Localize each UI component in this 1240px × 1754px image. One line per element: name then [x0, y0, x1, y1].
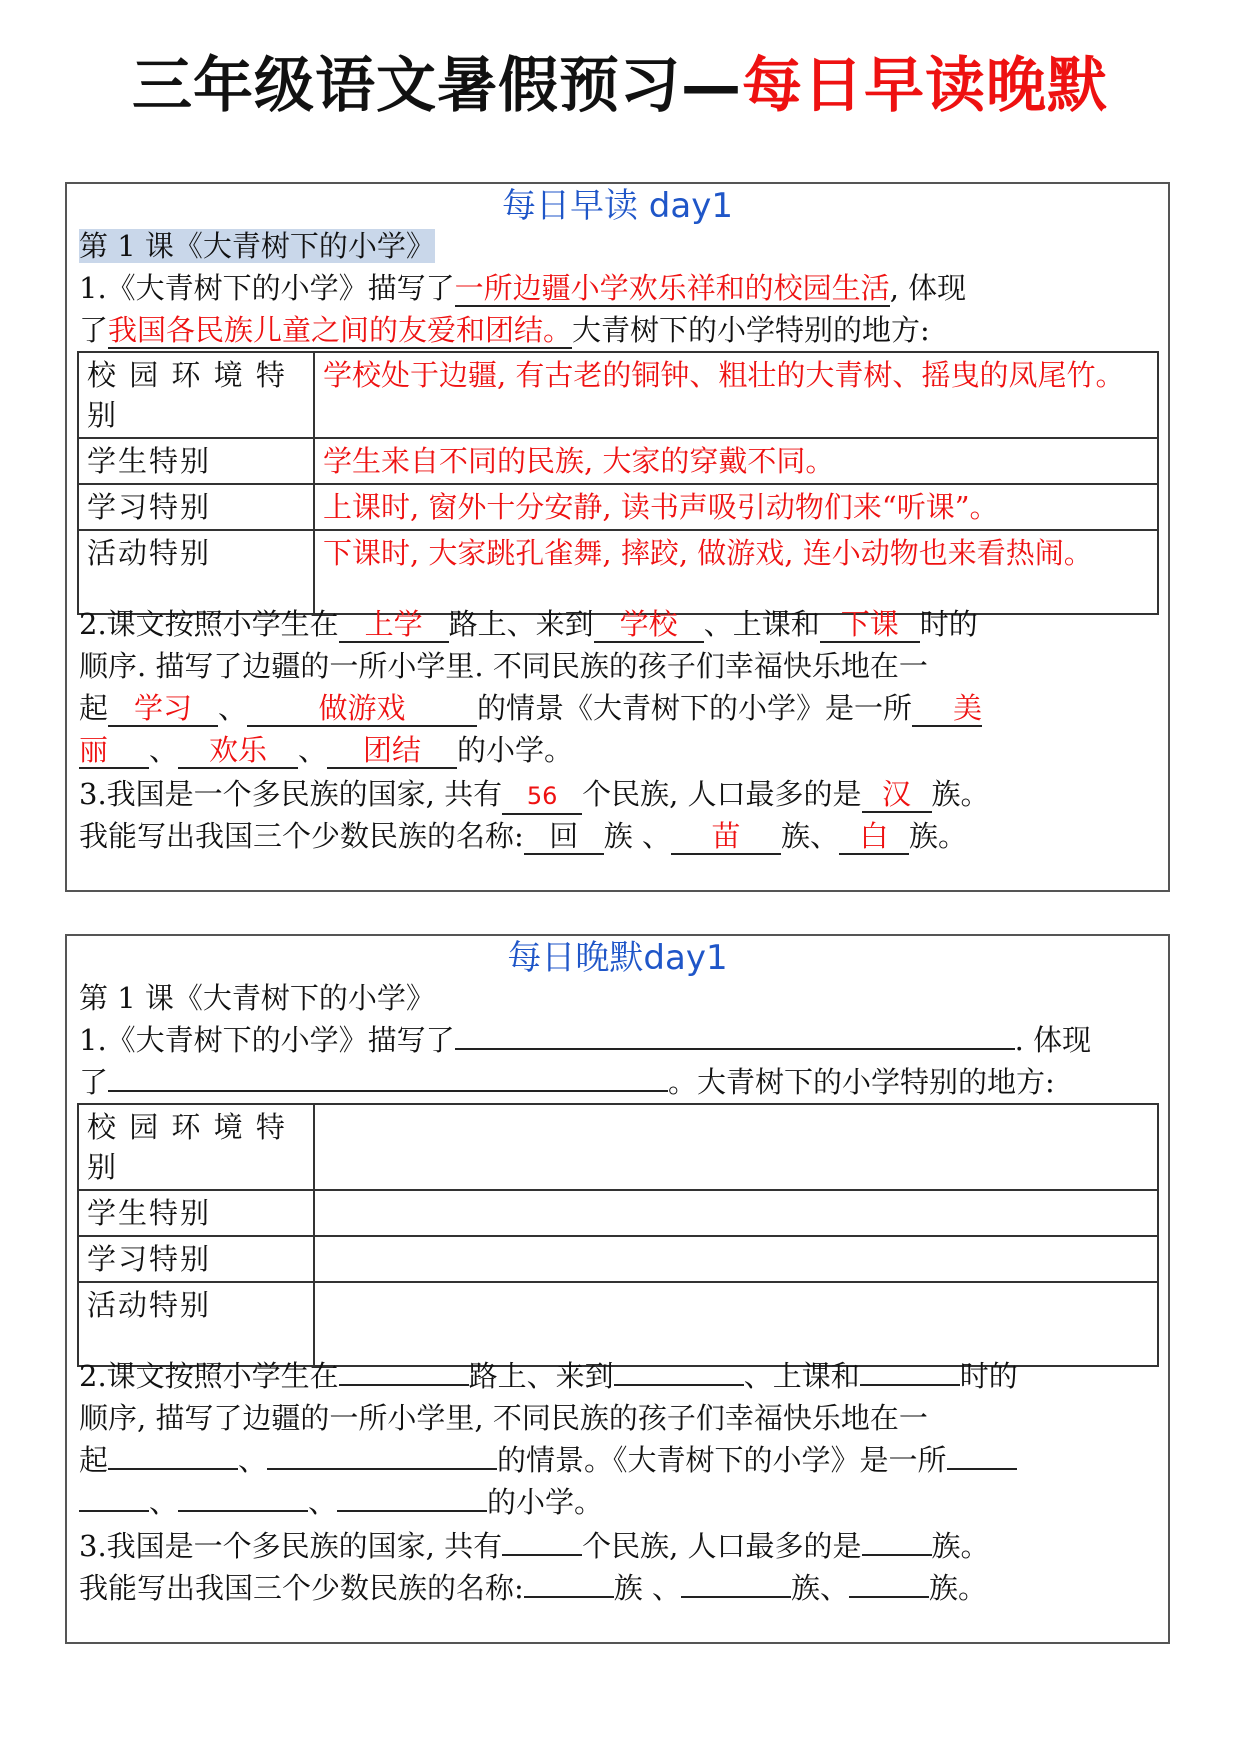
- q2-answer: 美: [912, 691, 982, 727]
- question-2-line-3: [79, 688, 982, 728]
- q1-line2-prefix: 了: [79, 1065, 109, 1099]
- q2-blank[interactable]: [79, 1510, 149, 1512]
- table-label-cell: 校 园 环 境 特 别: [78, 1104, 314, 1190]
- page-title-main: 三年级语文暑假预习—: [132, 51, 742, 121]
- question-1-line-1: [79, 1020, 1091, 1060]
- table-row: [78, 438, 1158, 484]
- question-2-line-2: 顺序, 描写了边疆的一所小学里, 不同民族的孩子们幸福快乐地在一: [79, 1401, 928, 1435]
- table-label-cell: 学生特别: [78, 438, 314, 484]
- lesson-heading: [79, 226, 435, 266]
- question-1-line-2: [79, 1062, 1055, 1102]
- q2-blank[interactable]: [860, 1384, 960, 1386]
- question-2-line-1: [79, 604, 978, 644]
- q1-blank-1: [455, 1048, 1015, 1050]
- q3-answer: 汉: [862, 777, 932, 813]
- q2-text: 起: [79, 691, 109, 725]
- q2-text: 的情景。《大青树下的小学》是一所: [497, 1443, 947, 1477]
- q1-line2-prefix: 了: [79, 313, 109, 347]
- q1-answer-1: 一所边疆小学欢乐祥和的校园生活: [454, 271, 890, 305]
- q2-text: 的小学。: [487, 1485, 604, 1519]
- q2-text: 、: [308, 1485, 338, 1519]
- question-1-line-1: [79, 268, 966, 308]
- table-row: [78, 1236, 1158, 1282]
- q3-text: 族。: [929, 1571, 988, 1605]
- q3-text: 族 、: [603, 819, 671, 853]
- q3-text: 3.我国是一个多民族的国家, 共有: [79, 1529, 503, 1563]
- q3-answer: 56: [502, 779, 582, 815]
- q2-text: 起: [79, 1443, 109, 1477]
- features-table: [77, 1103, 1159, 1367]
- q2-text: 、: [218, 691, 248, 725]
- q3-text: 族 、: [613, 1571, 681, 1605]
- q2-text: 2.课文按照小学生在: [79, 1359, 339, 1393]
- q2-text: 路上、来到: [448, 607, 594, 641]
- q3-text: 我能写出我国三个少数民族的名称:: [79, 1571, 524, 1605]
- q2-answer: 团结: [327, 733, 457, 769]
- q1-answer-2: 我国各民族儿童之间的友爱和团结。: [108, 313, 573, 347]
- table-label-cell: 学习特别: [78, 484, 314, 530]
- q2-blank[interactable]: [178, 1510, 308, 1512]
- q2-blank[interactable]: [108, 1468, 238, 1470]
- table-label-cell: 校 园 环 境 特 别: [78, 352, 314, 438]
- question-3-line-2: [79, 1568, 987, 1608]
- q2-answer: 上学: [339, 607, 449, 643]
- q1-mid: . 体现: [1014, 1023, 1092, 1057]
- q2-answer: 下课: [820, 607, 920, 643]
- features-table: [77, 351, 1159, 615]
- morning-panel-title: 每日早读 day1: [502, 186, 733, 226]
- table-row: [78, 1104, 1158, 1190]
- q2-blank[interactable]: [337, 1510, 487, 1512]
- table-answer-cell: 学生来自不同的民族, 大家的穿戴不同。: [314, 438, 1158, 484]
- table-answer-cell[interactable]: [314, 1236, 1158, 1282]
- q3-answer: 回: [524, 819, 604, 855]
- q3-text: 个民族, 人口最多的是: [582, 777, 862, 811]
- q3-text: 我能写出我国三个少数民族的名称:: [79, 819, 524, 853]
- morning-reading-panel: [65, 182, 1170, 892]
- q3-text: 族、: [781, 819, 840, 853]
- page-title-highlight: 每日早读晚默: [742, 51, 1108, 121]
- table-label-cell: 活动特别: [78, 1282, 314, 1366]
- q2-text: 、: [149, 1485, 179, 1519]
- question-3-line-1: [79, 1526, 990, 1566]
- table-answer-cell: 学校处于边疆, 有古老的铜钟、粗壮的大青树、摇曳的凤尾竹。: [314, 352, 1158, 438]
- question-2-line-2: 顺序. 描写了边疆的一所小学里. 不同民族的孩子们幸福快乐地在一: [79, 649, 928, 683]
- table-label-cell: 活动特别: [78, 530, 314, 614]
- q2-text: 、: [298, 733, 328, 767]
- q1-mid: , 体现: [889, 271, 967, 305]
- table-row: [78, 1282, 1158, 1366]
- q3-blank[interactable]: [502, 1554, 582, 1556]
- q3-text: 个民族, 人口最多的是: [582, 1529, 862, 1563]
- q3-text: 族、: [791, 1571, 850, 1605]
- table-answer-cell[interactable]: [314, 1104, 1158, 1190]
- table-label-cell: 学习特别: [78, 1236, 314, 1282]
- q3-answer: 苗: [671, 819, 781, 855]
- lesson-title: 第 1 课《大青树下的小学》: [79, 981, 435, 1015]
- table-answer-cell: 下课时, 大家跳孔雀舞, 摔跤, 做游戏, 连小动物也来看热闹。: [314, 530, 1158, 614]
- q2-text: 时的: [959, 1359, 1018, 1393]
- q2-answer: 学习: [108, 691, 218, 727]
- table-answer-cell: 上课时, 窗外十分安静, 读书声吸引动物们来“听课”。: [314, 484, 1158, 530]
- lesson-heading: [79, 978, 435, 1018]
- q2-text: 、: [238, 1443, 268, 1477]
- q2-answer: 欢乐: [178, 733, 298, 769]
- lesson-title: 第 1 课《大青树下的小学》: [79, 229, 435, 263]
- q3-blank[interactable]: [849, 1596, 929, 1598]
- evening-dictation-panel: [65, 934, 1170, 1644]
- table-answer-cell[interactable]: [314, 1282, 1158, 1366]
- q3-blank[interactable]: [862, 1554, 932, 1556]
- q2-text: 、上课和: [703, 607, 820, 641]
- q2-answer: 丽: [79, 733, 149, 769]
- q3-answer: 白: [839, 819, 909, 855]
- question-2-line-4: [79, 1482, 603, 1522]
- q2-answer: 学校: [594, 607, 704, 643]
- table-row: [78, 352, 1158, 438]
- page-title: [0, 38, 1240, 124]
- question-3-line-1: [79, 774, 990, 815]
- question-3-line-2: [79, 816, 967, 856]
- q3-text: 族。: [931, 777, 990, 811]
- q2-text: 时的: [919, 607, 978, 641]
- q2-blank[interactable]: [947, 1468, 1017, 1470]
- q1-suffix: 。大青树下的小学特别的地方:: [668, 1065, 1055, 1099]
- q2-text: 路上、来到: [468, 1359, 614, 1393]
- question-2-line-3: [79, 1440, 1017, 1480]
- q1-suffix: 大青树下的小学特别的地方:: [572, 313, 930, 347]
- q2-blank[interactable]: [267, 1468, 497, 1470]
- q3-text: 3.我国是一个多民族的国家, 共有: [79, 777, 503, 811]
- q2-text: 的小学。: [457, 733, 574, 767]
- q2-answer: 做游戏: [247, 691, 477, 727]
- table-label-cell: 学生特别: [78, 1190, 314, 1236]
- q1-prefix: 1.《大青树下的小学》描写了: [79, 271, 455, 305]
- q2-blank[interactable]: [614, 1384, 744, 1386]
- q2-text: 、上课和: [743, 1359, 860, 1393]
- q1-blank-2: [108, 1090, 668, 1092]
- q3-text: 族。: [909, 819, 968, 853]
- question-1-line-2: [79, 310, 930, 350]
- question-2-line-1: [79, 1356, 1018, 1396]
- table-row: [78, 484, 1158, 530]
- q3-text: 族。: [931, 1529, 990, 1563]
- q2-blank[interactable]: [339, 1384, 469, 1386]
- q3-blank[interactable]: [524, 1596, 614, 1598]
- evening-panel-title: 每日晚默day1: [507, 938, 728, 978]
- table-row: [78, 530, 1158, 614]
- q2-text: 2.课文按照小学生在: [79, 607, 339, 641]
- question-2-line-4: [79, 730, 573, 770]
- q2-text: 的情景《大青树下的小学》是一所: [477, 691, 913, 725]
- table-answer-cell[interactable]: [314, 1190, 1158, 1236]
- q2-text: 、: [149, 733, 179, 767]
- q3-blank[interactable]: [681, 1596, 791, 1598]
- q1-prefix: 1.《大青树下的小学》描写了: [79, 1023, 455, 1057]
- table-row: [78, 1190, 1158, 1236]
